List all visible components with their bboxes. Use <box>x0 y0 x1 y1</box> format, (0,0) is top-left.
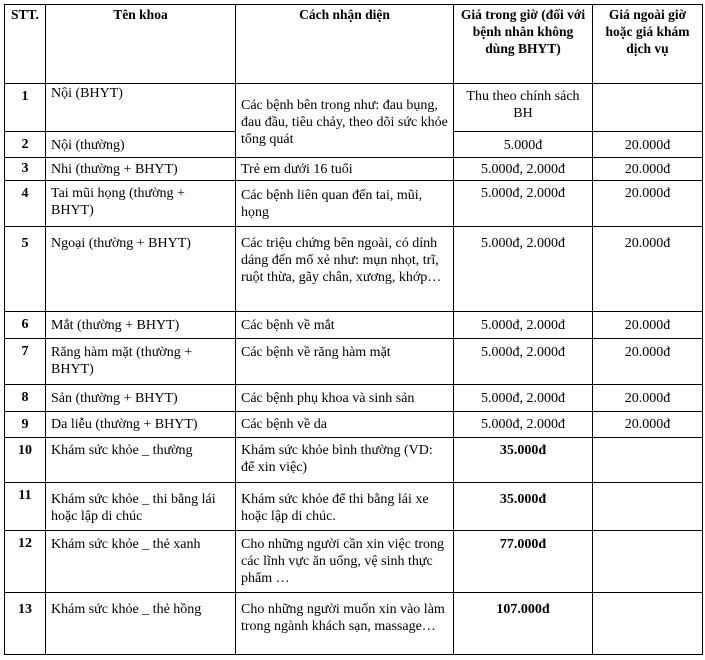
price-table <box>4 4 703 655</box>
price-out-hours: 20.000đ <box>593 181 703 227</box>
row-number: 7 <box>5 339 46 385</box>
table-row <box>5 412 703 438</box>
department-description: Cho những người muốn xin vào làm trong ngành khách sạn, massage… <box>236 593 454 655</box>
row-number: 3 <box>5 158 46 181</box>
price-in-hours: 5.000đ, 2.000đ <box>454 312 593 339</box>
department-name: Da liễu (thường + BHYT) <box>46 412 236 438</box>
department-name: Nội (thường) <box>46 132 236 158</box>
empty-cell <box>593 593 703 655</box>
table-row <box>5 483 703 531</box>
row-number: 13 <box>5 593 46 655</box>
checkup-price: 35.000đ <box>454 483 593 531</box>
table-row <box>5 593 703 655</box>
department-description: Các bệnh bên trong như: đau bụng, đau đầu, tiêu chảy, theo dõi sức khỏe tổng quát <box>236 84 454 158</box>
department-description: Trẻ em dưới 16 tuổi <box>236 158 454 181</box>
department-name: Khám sức khỏe _ thường <box>46 438 236 483</box>
row-number: 9 <box>5 412 46 438</box>
table-row <box>5 339 703 385</box>
department-name: Nội (BHYT) <box>46 84 236 132</box>
department-name: Tai mũi họng (thường + BHYT) <box>46 181 236 227</box>
header-price-in: Giá trong giờ (đối với bệnh nhân không dùng BHYT) <box>454 5 593 84</box>
row-number: 12 <box>5 531 46 593</box>
empty-cell <box>593 438 703 483</box>
department-description: Khám sức khỏe để thi bằng lái xe hoặc lập di chúc. <box>236 483 454 531</box>
row-number: 1 <box>5 84 46 132</box>
checkup-price: 77.000đ <box>454 531 593 593</box>
row-number: 11 <box>5 483 46 531</box>
header-desc: Cách nhận diện <box>236 5 454 84</box>
row-number: 5 <box>5 227 46 312</box>
department-description: Các triệu chứng bên ngoài, có dính dáng đến mổ xẻ như: mụn nhọt, trĩ, ruột thừa, gãy chân, xương, khớp… <box>236 227 454 312</box>
price-out-hours: 20.000đ <box>593 312 703 339</box>
department-name: Nhi (thường + BHYT) <box>46 158 236 181</box>
price-in-hours: Thu theo chính sách BH <box>454 84 593 132</box>
table-row <box>5 385 703 412</box>
table-row <box>5 227 703 312</box>
price-out-hours: 20.000đ <box>593 412 703 438</box>
department-description: Cho những người cần xin việc trong các lĩnh vực ăn uống, vệ sinh thực phẩm … <box>236 531 454 593</box>
row-number: 2 <box>5 132 46 158</box>
department-name: Khám sức khỏe _ thi bằng lái hoặc lập di chúc <box>46 483 236 531</box>
price-out-hours: 20.000đ <box>593 339 703 385</box>
empty-cell <box>593 483 703 531</box>
header-name: Tên khoa <box>46 5 236 84</box>
department-description: Các bệnh về răng hàm mặt <box>236 339 454 385</box>
price-out-hours: 20.000đ <box>593 227 703 312</box>
empty-cell <box>593 531 703 593</box>
department-name: Khám sức khỏe _ thẻ hồng <box>46 593 236 655</box>
header-stt: STT. <box>5 5 46 84</box>
price-out-hours <box>593 84 703 132</box>
department-name: Ngoại (thường + BHYT) <box>46 227 236 312</box>
department-name: Sản (thường + BHYT) <box>46 385 236 412</box>
price-in-hours: 5.000đ, 2.000đ <box>454 181 593 227</box>
price-in-hours: 5.000đ, 2.000đ <box>454 227 593 312</box>
price-in-hours: 5.000đ, 2.000đ <box>454 385 593 412</box>
department-name: Khám sức khỏe _ thẻ xanh <box>46 531 236 593</box>
row-number: 8 <box>5 385 46 412</box>
table-row <box>5 158 703 181</box>
header-price-out: Giá ngoài giờ hoặc giá khám dịch vụ <box>593 5 703 84</box>
checkup-price: 107.000đ <box>454 593 593 655</box>
price-in-hours: 5.000đ <box>454 132 593 158</box>
department-description: Khám sức khỏe bình thường (VD: để xin việc) <box>236 438 454 483</box>
price-out-hours: 20.000đ <box>593 385 703 412</box>
row-number: 6 <box>5 312 46 339</box>
table-row <box>5 438 703 483</box>
table-row <box>5 531 703 593</box>
price-out-hours: 20.000đ <box>593 158 703 181</box>
price-out-hours: 20.000đ <box>593 132 703 158</box>
department-description: Các bệnh liên quan đến tai, mũi, họng <box>236 181 454 227</box>
department-name: Răng hàm mặt (thường + BHYT) <box>46 339 236 385</box>
department-description: Các bệnh phụ khoa và sinh sản <box>236 385 454 412</box>
price-in-hours: 5.000đ, 2.000đ <box>454 412 593 438</box>
department-name: Mắt (thường + BHYT) <box>46 312 236 339</box>
table-row <box>5 312 703 339</box>
checkup-price: 35.000đ <box>454 438 593 483</box>
table-row <box>5 84 703 132</box>
department-description: Các bệnh về mắt <box>236 312 454 339</box>
price-in-hours: 5.000đ, 2.000đ <box>454 158 593 181</box>
row-number: 4 <box>5 181 46 227</box>
table-row <box>5 181 703 227</box>
row-number: 10 <box>5 438 46 483</box>
price-in-hours: 5.000đ, 2.000đ <box>454 339 593 385</box>
department-description: Các bệnh về da <box>236 412 454 438</box>
header-row <box>5 5 703 84</box>
